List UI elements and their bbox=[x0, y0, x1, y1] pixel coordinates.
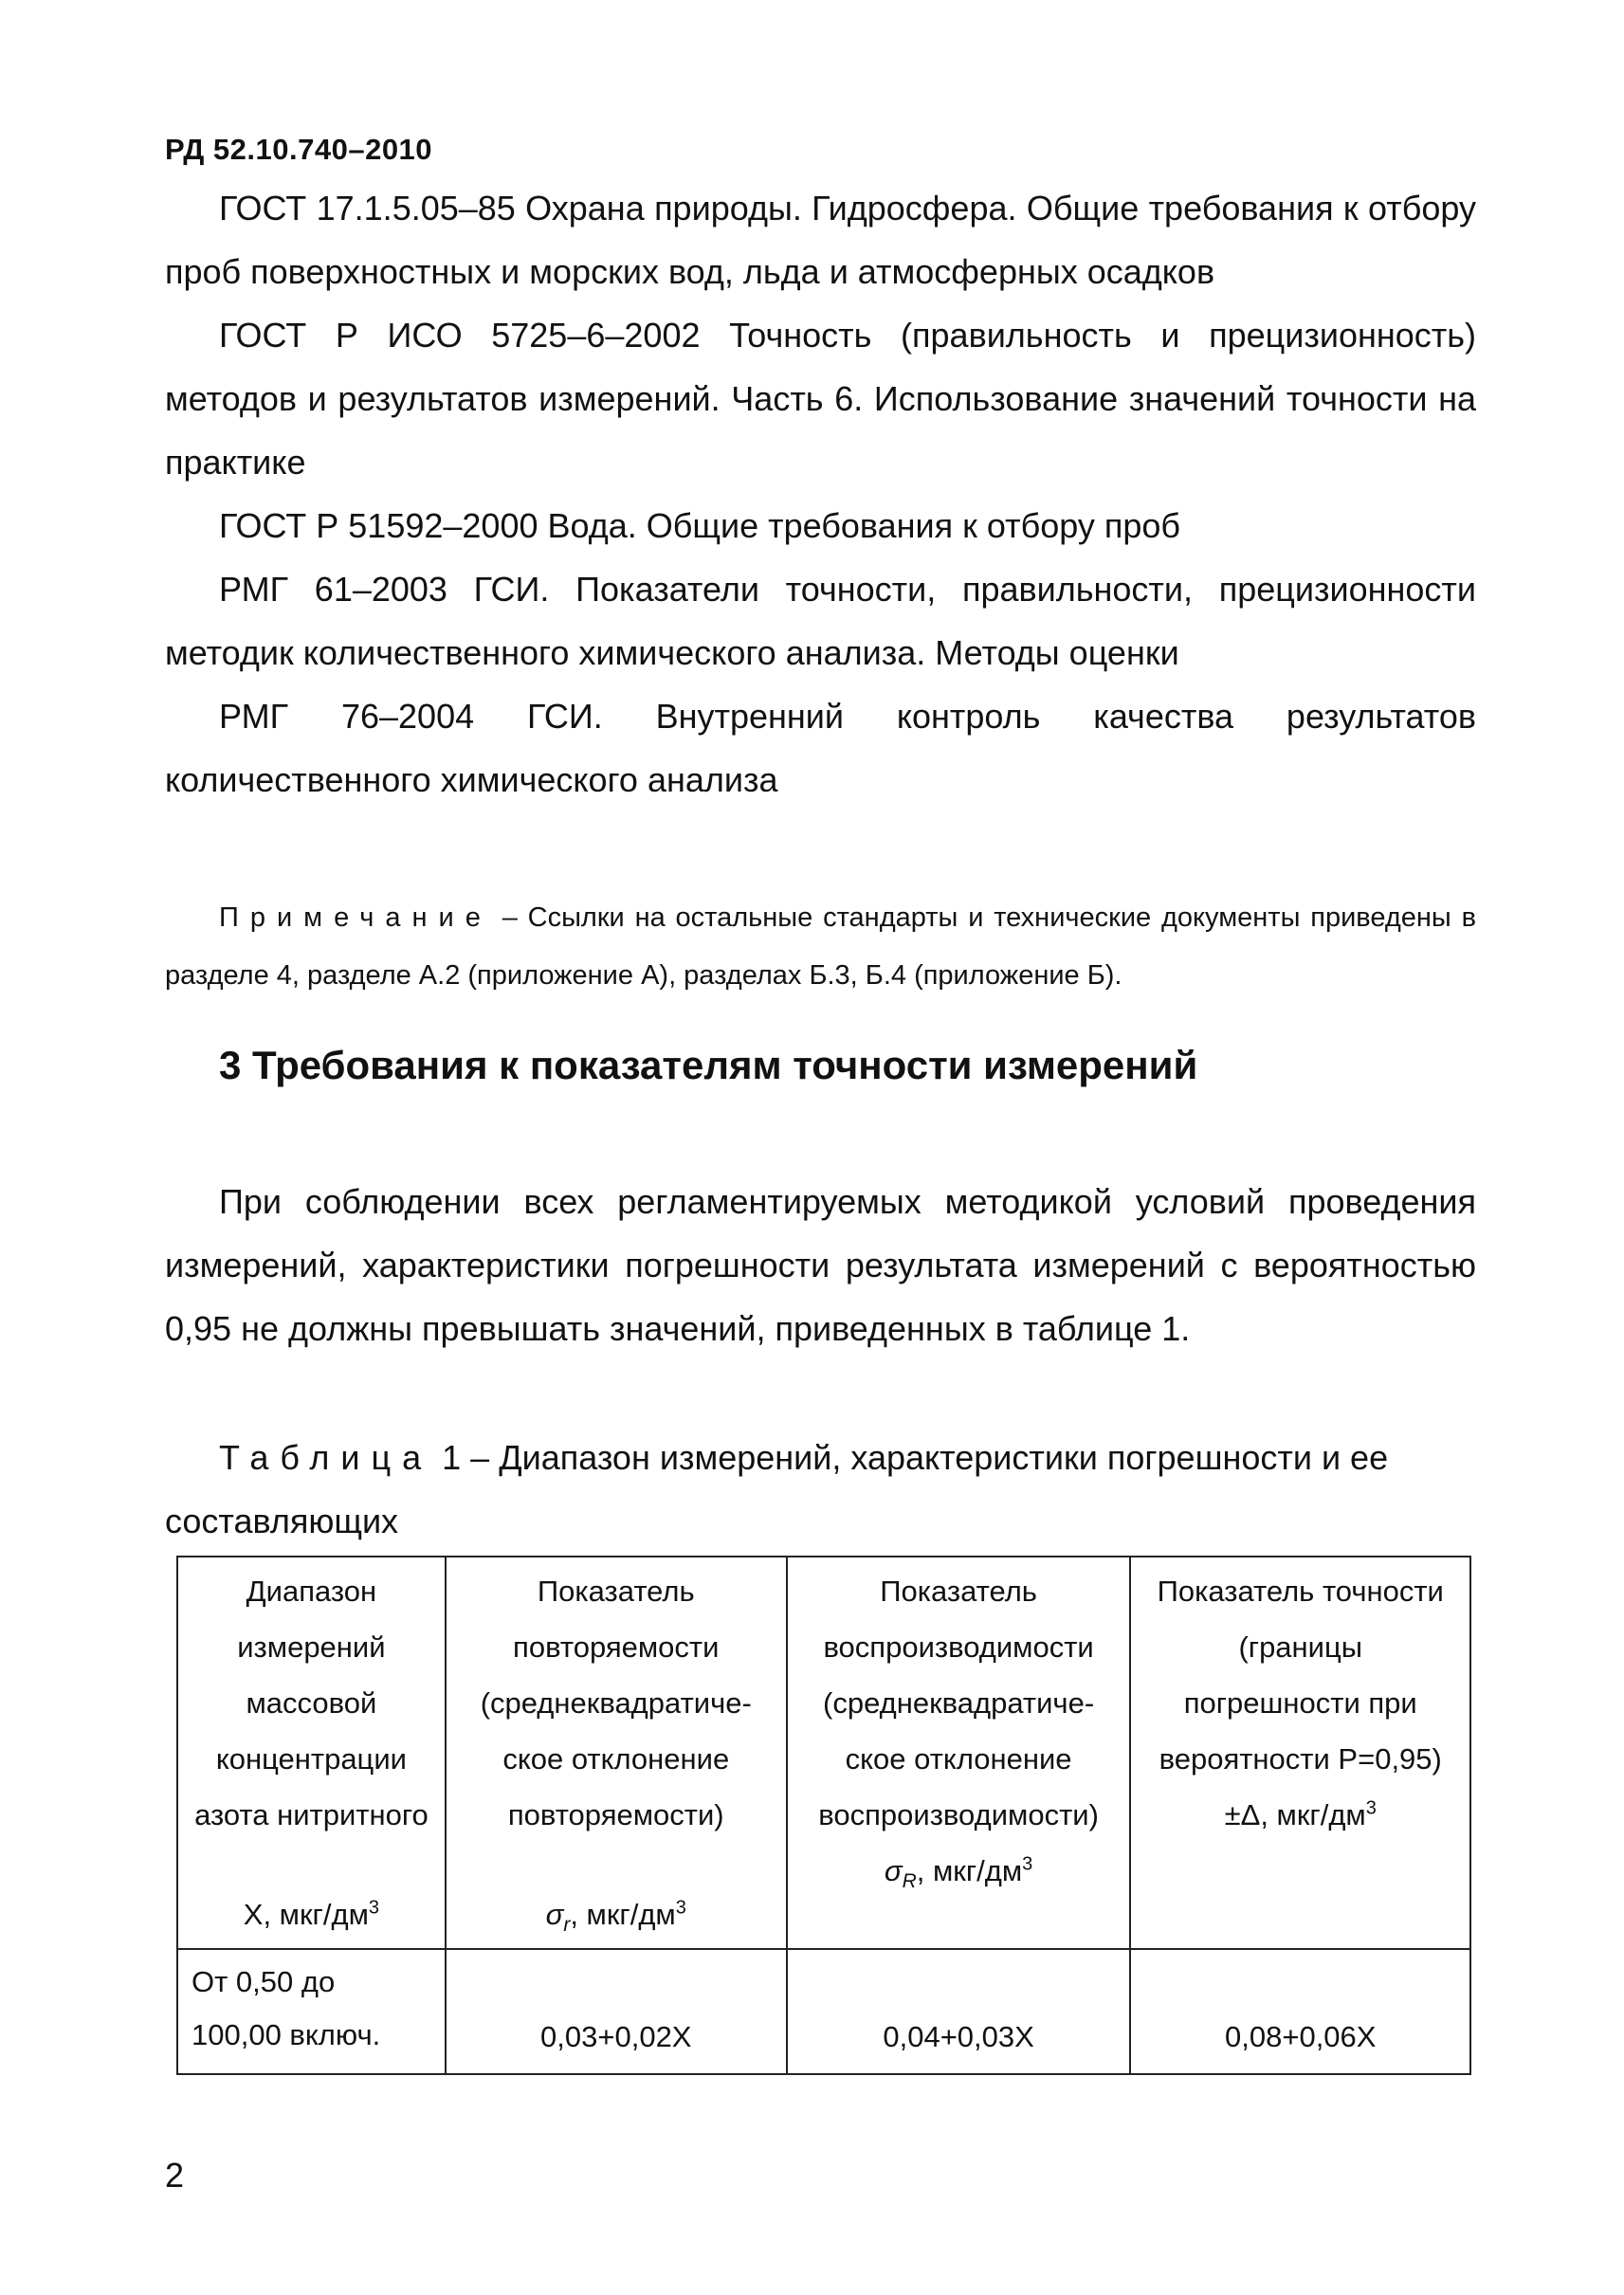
header-measurement-range: Диапазон измерений массовой концентрации азота нитритного X, мкг/$дм^3$ bbox=[177, 1557, 446, 1949]
table-caption-label: Таблица bbox=[219, 1438, 433, 1477]
cell-accuracy: 0,08+0,06X bbox=[1130, 1949, 1470, 2074]
reference-item: РМГ 61–2003 ГСИ. Показатели точности, правильности, прецизионности методик количественного химического анализа. Методы оценки bbox=[165, 570, 1476, 672]
cell-repeatability: 0,03+0,02X bbox=[446, 1949, 787, 2074]
reference-item: РМГ 76–2004 ГСИ. Внутренний контроль качества результатов количественного химического анализа bbox=[165, 697, 1476, 799]
header-unit: $\sigma_r$, мкг/$дм^3$ bbox=[545, 1897, 686, 1937]
accuracy-table bbox=[176, 1556, 1471, 2075]
table-caption-text: 1 – Диапазон измерений, характеристики погрешности и ее составляющих bbox=[165, 1438, 1389, 1540]
header-accuracy: Показатель точности (границы погрешности при вероятности P=0,95) ±Δ, мкг/$дм^3$ bbox=[1130, 1557, 1470, 1949]
note-label: Примечание bbox=[219, 902, 492, 933]
header-unit: ±Δ, мкг/$дм^3$ bbox=[1224, 1797, 1377, 1831]
section-paragraph: При соблюдении всех регламентируемых методикой условий проведения измерений, характеристики погрешности результата измерений с вероятностью 0,95 не должны превышать значений, приведенных в таблице 1. bbox=[165, 1182, 1476, 1348]
cell-reproducibility: 0,04+0,03X bbox=[787, 1949, 1131, 2074]
table-caption bbox=[165, 1426, 1476, 1553]
normative-references bbox=[165, 176, 1476, 811]
section-title: 3 Требования к показателям точности измерений bbox=[219, 1043, 1198, 1087]
references-note bbox=[165, 889, 1476, 1005]
table-row bbox=[177, 1949, 1470, 2074]
reference-item: ГОСТ Р ИСО 5725–6–2002 Точность (правильность и прецизионность) методов и результатов измерений. Часть 6. Использование значений точности на практике bbox=[165, 316, 1476, 482]
header-repeatability: Показатель повторяемости (среднеквадратиче- ское отклонение повторяемости) $\sigma_r$, мкг/$дм^3$ bbox=[446, 1557, 787, 1949]
page-number: 2 bbox=[165, 2156, 185, 2195]
reference-item: ГОСТ 17.1.5.05–85 Охрана природы. Гидросфера. Общие требования к отбору проб поверхностных и морских вод, льда и атмосферных осадков bbox=[165, 189, 1476, 291]
table-header-row bbox=[177, 1557, 1470, 1949]
section-body bbox=[165, 1170, 1476, 1360]
note-text: – Ссылки на остальные стандарты и технические документы приведены в разделе 4, разделе А.2 (приложение А), разделах Б.3, Б.4 (приложение Б). bbox=[165, 902, 1476, 991]
reference-item: ГОСТ Р 51592–2000 Вода. Общие требования к отбору проб bbox=[219, 506, 1181, 545]
document-code: РД 52.10.740–2010 bbox=[165, 133, 433, 166]
header-reproducibility: Показатель воспроизводимости (среднеквадратиче- ское отклонение воспроизводимости) $\sigma_R$, мкг/$дм^3$ bbox=[787, 1557, 1131, 1949]
header-unit: $\sigma_R$, мкг/$дм^3$ bbox=[884, 1853, 1033, 1893]
header-unit: X, мкг/$дм^3$ bbox=[243, 1897, 380, 1931]
cell-range: От 0,50 до 100,00 включ. bbox=[177, 1949, 446, 2074]
